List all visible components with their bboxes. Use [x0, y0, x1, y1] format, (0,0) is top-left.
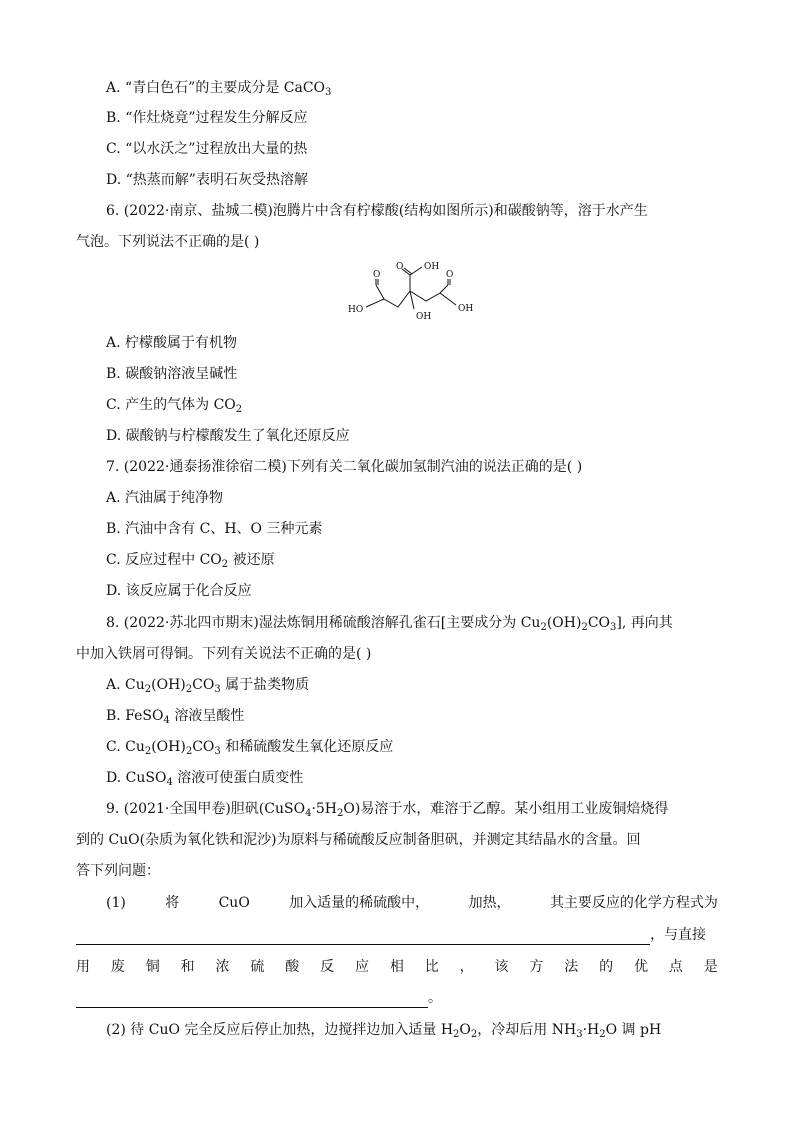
q5-option-c: C. “以水沃之”过程放出大量的热 — [106, 141, 308, 157]
q8-option-c: C. $Cu_2(OH)_2CO_3$ 和稀硫酸发生氧化还原反应 — [106, 739, 394, 757]
q9-part1-line3: 用 废 铜 和 浓 硫 酸 反 应 相 比 ， 该 方 法 的 优 点 是 — [76, 959, 718, 975]
q9-stem-line1: 9. (2021·全国甲卷)胆矾$(CuSO_4\cdot 5H_2O)$易溶于水，难溶于乙醇。某小组用工业废铜焙烧得 — [106, 801, 669, 819]
q6-option-d: D. 碳酸钠与柠檬酸发生了氧化还原反应 — [106, 428, 350, 444]
answer-blank-advantage[interactable] — [76, 991, 428, 1008]
q6-stem-line1: 6. (2022·南京、盐城二模)泡腾片中含有柠檬酸(结构如图所示)和碳酸钠等，溶于水产生 — [106, 203, 648, 219]
q9-part1-line1: (1) 将 CuO 加入适量的稀硫酸中， 加热， 其主要反应的化学方程式为 — [106, 895, 718, 911]
q9-stem-line3: 答下列问题： — [76, 863, 160, 879]
q5-option-a: A. “青白色石”的主要成分是 CaCO$_3$ — [106, 80, 332, 98]
q6-stem-line2: 气泡。下列说法不正确的是( ) — [76, 234, 260, 250]
q7-stem: 7. (2022·通泰扬淮徐宿二模)下列有关二氧化碳加氢制汽油的说法正确的是( ) — [106, 459, 583, 475]
mol-center-oh: OH — [416, 312, 432, 322]
q8-stem-line2: 中加入铁屑可得铜。下列有关说法不正确的是( ) — [76, 646, 372, 662]
mol-left-ho: HO — [348, 305, 364, 315]
q5-option-d: D. “热蒸而解”表明石灰受热溶解 — [106, 172, 308, 188]
q7-option-a: A. 汽油属于纯净物 — [106, 490, 224, 506]
q9-part2-line1: (2) 待 CuO 完全反应后停止加热，边搅拌边加入适量 $H_2O_2$，冷却后用 $NH_3\cdot H_2O$ 调 pH — [106, 1022, 662, 1040]
q8-option-a: A. $Cu_2(OH)_2CO_3$ 属于盐类物质 — [106, 677, 310, 695]
q6-option-b: B. 碳酸钠溶液呈碱性 — [106, 366, 238, 382]
q8-option-d: D. CuSO$_4$ 溶液可使蛋白质变性 — [106, 770, 304, 788]
mol-right-oh: OH — [458, 304, 474, 314]
q7-option-b: B. 汽油中含有 C、H、O 三种元素 — [106, 521, 323, 537]
mol-left-o: O — [373, 270, 381, 280]
q6-option-a: A. 柠檬酸属于有机物 — [106, 335, 238, 351]
q5-option-b: B. “作灶烧竟”过程发生分解反应 — [106, 110, 308, 126]
mol-top-oh: OH — [424, 262, 440, 272]
q7-option-d: D. 该反应属于化合反应 — [106, 583, 252, 599]
mol-right-o: O — [446, 270, 454, 280]
q9-stem-line2: 到的 CuO(杂质为氧化铁和泥沙)为原料与稀硫酸反应制备胆矾，并测定其结晶水的含量。回 — [76, 832, 641, 848]
q8-option-b: B. FeSO$_4$ 溶液呈酸性 — [106, 708, 245, 726]
q7-option-c: C. 反应过程中 $CO_2$ 被还原 — [106, 552, 275, 570]
q8-stem-line1: 8. (2022·苏北四市期末)湿法炼铜用稀硫酸溶解孔雀石[主要成分为 $Cu_2(OH)_2CO_3$], 再向其 — [106, 615, 673, 633]
answer-blank-equation[interactable] — [76, 928, 650, 945]
q9-part1-line4: 。 — [76, 988, 442, 1010]
q6-option-c: C. 产生的气体为 $CO_2$ — [106, 397, 243, 415]
mol-top-o: O — [396, 262, 404, 272]
q9-part1-line2: ，与直接 — [76, 925, 706, 947]
citric-acid-structure — [340, 255, 480, 327]
